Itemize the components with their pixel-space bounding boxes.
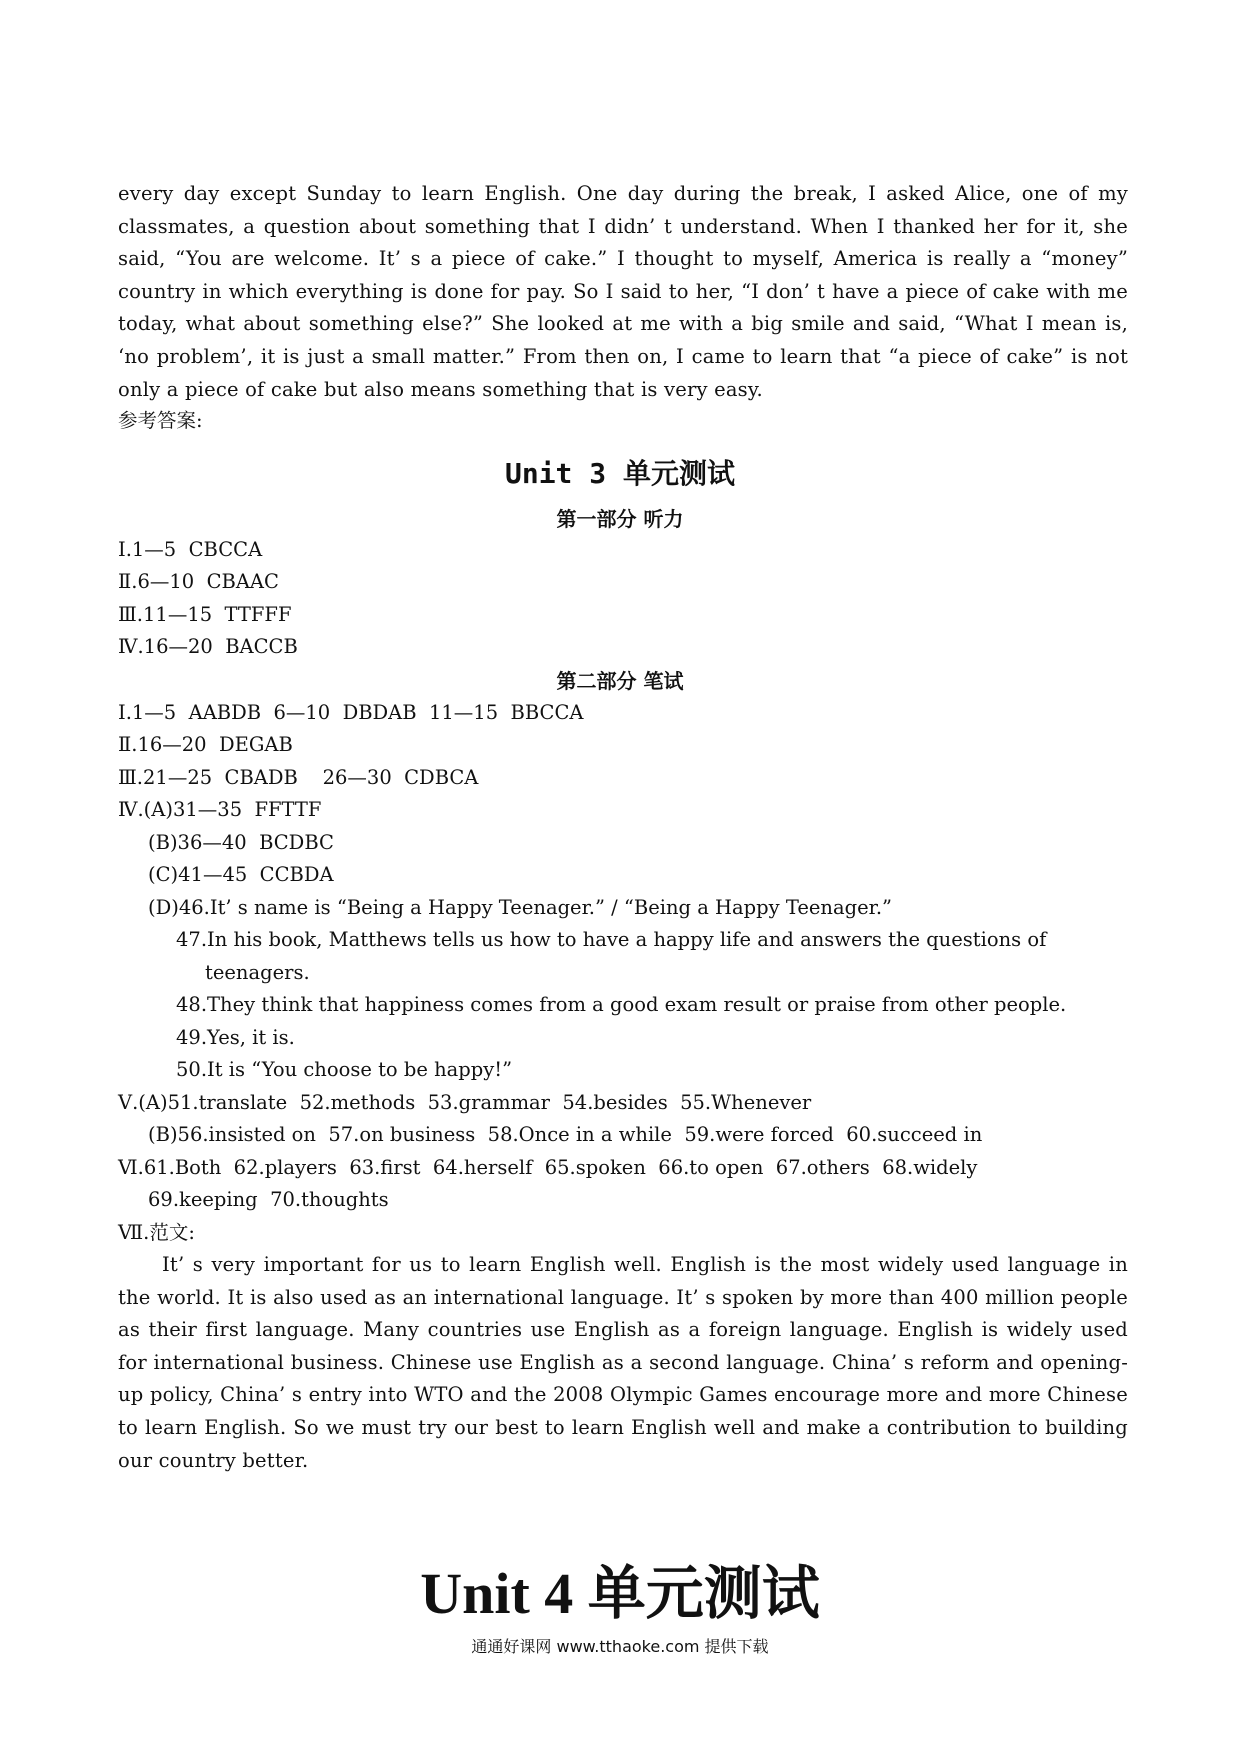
part1-title: 第一部分 听力	[556, 507, 684, 531]
section-v-a: Ⅴ.(A)51.translate 52.methods 53.grammar 54.besides 55.Whenever	[118, 1091, 812, 1114]
part1-line-4: Ⅳ.16—20 BACCB	[118, 635, 298, 658]
section-vii-label: Ⅶ.范文:	[118, 1221, 195, 1244]
page-footer: 通通好课网 www.tthaoke.com 提供下载	[471, 1637, 769, 1656]
part1-line-2: Ⅱ.6—10 CBAAC	[118, 570, 279, 593]
question-48: 48.They think that happiness comes from a good exam result or praise from other people.	[176, 993, 1067, 1016]
question-50: 50.It is “You choose to be happy!”	[176, 1058, 513, 1081]
part2-sub-b: (B)36—40 BCDBC	[148, 831, 334, 854]
question-47-continued: teenagers.	[205, 961, 310, 984]
part2-title: 第二部分 笔试	[556, 669, 684, 693]
part2-line-2: Ⅱ.16—20 DEGAB	[118, 733, 293, 756]
intro-paragraph: every day except Sunday to learn English. One day during the break, I asked Alice, one of my classmates, a question about something that I didn’ t understand. When I thanked her for it, she said, “You are welcome. It’ s a piece of cake.” I thought to myself, America is really a “money” country in which everything is done for pay. So I said to her, “I don’ t have a piece of cake with me today, what about something else?” She looked at me with a big smile and said, “What I mean is, ‘no problem’, it is just a small matter.” From then on, I came to learn that “a piece of cake” is not only a piece of cake but also means something that is very easy.	[118, 182, 1128, 401]
question-47: 47.In his book, Matthews tells us how to have a happy life and answers the questions of	[176, 928, 1047, 951]
part1-line-1: Ⅰ.1—5 CBCCA	[118, 538, 263, 561]
part2-line-1: Ⅰ.1—5 AABDB 6—10 DBDAB 11—15 BBCCA	[118, 701, 584, 724]
section-vi-continued: 69.keeping 70.thoughts	[148, 1188, 389, 1211]
question-49: 49.Yes, it is.	[176, 1026, 295, 1049]
unit3-title: Unit 3 单元测试	[504, 457, 735, 490]
section-v-b: (B)56.insisted on 57.on business 58.Once in a while 59.were forced 60.succeed in	[148, 1123, 983, 1146]
section-vi: Ⅵ.61.Both 62.players 63.first 64.herself 65.spoken 66.to open 67.others 68.widely	[118, 1156, 978, 1179]
unit4-title: Unit 4 单元测试	[420, 1561, 820, 1626]
part2-line-3: Ⅲ.21—25 CBADB 26—30 CDBCA	[118, 766, 479, 789]
part2-sub-c: (C)41—45 CCBDA	[148, 863, 334, 886]
part1-line-3: Ⅲ.11—15 TTFFF	[118, 603, 292, 626]
part2-line-4: Ⅳ.(A)31—35 FFTTF	[118, 798, 322, 821]
part2-sub-d: (D)46.It’ s name is “Being a Happy Teenager.” / “Being a Happy Teenager.”	[148, 896, 892, 919]
answers-label: 参考答案:	[118, 409, 203, 432]
sample-essay: It’ s very important for us to learn English well. English is the most widely used language in the world. It is also used as an international language. It’ s spoken by more than 400 million people as their first language. Many countries use English as a foreign language. English is widely used for international business. Chinese use English as a second language. China’ s reform and opening-up policy, China’ s entry into WTO and the 2008 Olympic Games encourage more and more Chinese to learn English. So we must try our best to learn English well and make a contribution to building our country better.	[118, 1253, 1128, 1472]
